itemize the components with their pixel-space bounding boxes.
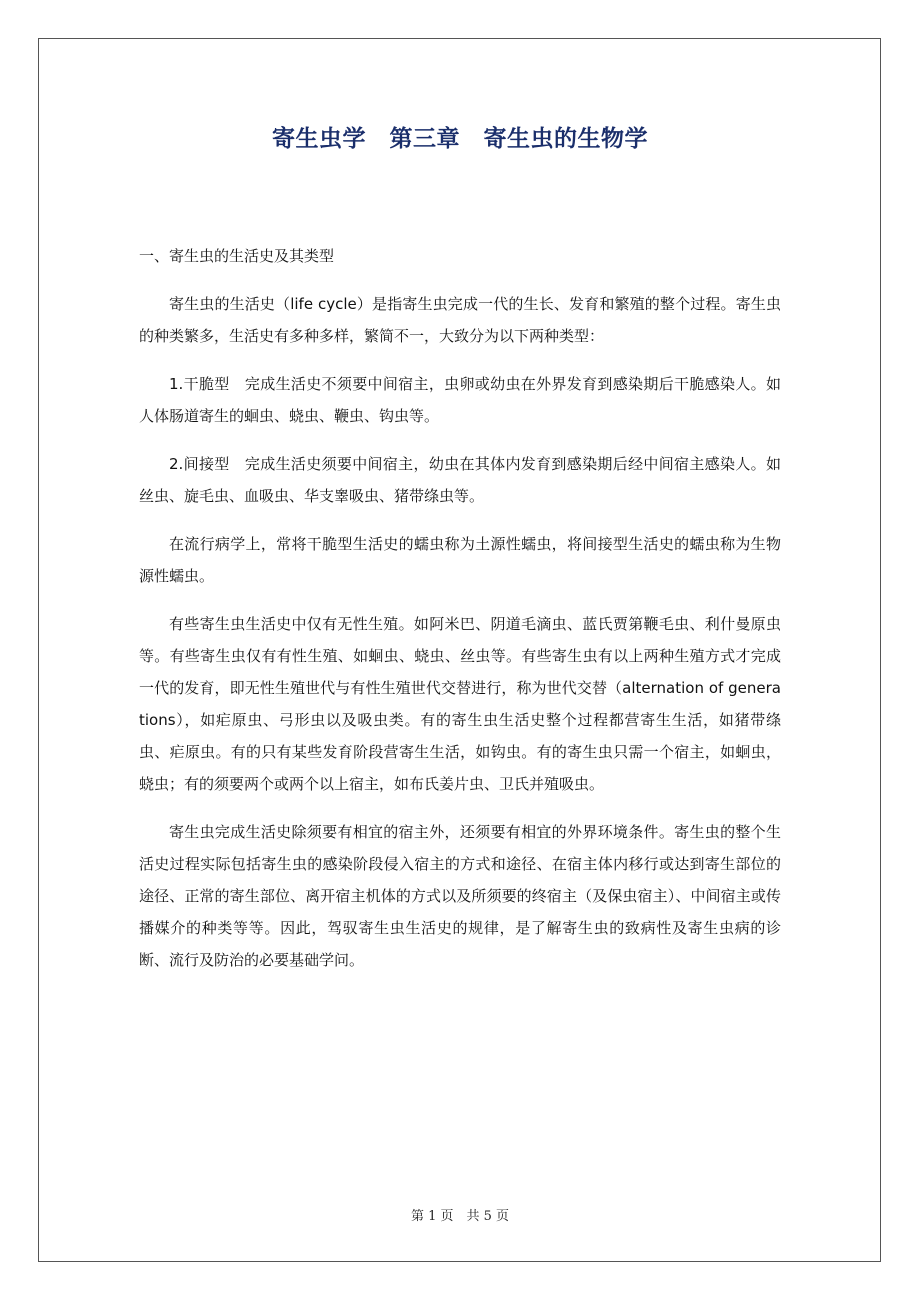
section-heading: 一、寄生虫的生活史及其类型 — [139, 247, 335, 265]
document-body — [139, 240, 781, 992]
paragraph-environment: 寄生虫完成生活史除须要有相宜的宿主外，还须要有相宜的外界环境条件。寄生虫的整个生活史过程实际包括寄生虫的感染阶段侵入宿主的方式和途径、在宿主体内移行或达到寄生部位的途径、正常的寄生部位、离开宿主机体的方式以及所须要的终宿主（及保虫宿主）、中间宿主或传播媒介的种类等等。因此，驾驭寄生虫生活史的规律，是了解寄生虫的致病性及寄生虫病的诊断、流行及防治的必要基础学问。 — [139, 823, 781, 969]
document-title: 寄生虫学 第三章 寄生虫的生物学 — [272, 126, 648, 152]
paragraph-epidemiology: 在流行病学上，常将干脆型生活史的蠕虫称为土源性蠕虫，将间接型生活史的蠕虫称为生物源性蠕虫。 — [139, 535, 781, 585]
page-footer: 第 1 页 共 5 页 — [410, 1209, 510, 1224]
paragraph-indirect-type: 2.间接型 完成生活史须要中间宿主，幼虫在其体内发育到感染期后经中间宿主感染人。如丝虫、旋毛虫、血吸虫、华支睾吸虫、猪带绦虫等。 — [139, 455, 781, 505]
paragraph-life-cycle-definition: 寄生虫的生活史（life cycle）是指寄生虫完成一代的生长、发育和繁殖的整个过程。寄生虫的种类繁多，生活史有多种多样，繁简不一，大致分为以下两种类型： — [139, 295, 781, 345]
paragraph-reproduction: 有些寄生虫生活史中仅有无性生殖。如阿米巴、阴道毛滴虫、蓝氏贾第鞭毛虫、利什曼原虫等。有些寄生虫仅有有性生殖、如蛔虫、蛲虫、丝虫等。有些寄生虫有以上两种生殖方式才完成一代的发育，即无性生殖世代与有性生殖世代交替进行，称为世代交替（alternation of generations），如疟原虫、弓形虫以及吸虫类。有的寄生虫生活史整个过程都营寄生生活，如猪带绦虫、疟原虫。有的只有某些发育阶段营寄生生活，如钩虫。有的寄生虫只需一个宿主，如蛔虫，蛲虫；有的须要两个或两个以上宿主，如布氏姜片虫、卫氏并殖吸虫。 — [139, 615, 781, 793]
paragraph-direct-type: 1.干脆型 完成生活史不须要中间宿主，虫卵或幼虫在外界发育到感染期后干脆感染人。如人体肠道寄生的蛔虫、蛲虫、鞭虫、钩虫等。 — [139, 375, 781, 425]
